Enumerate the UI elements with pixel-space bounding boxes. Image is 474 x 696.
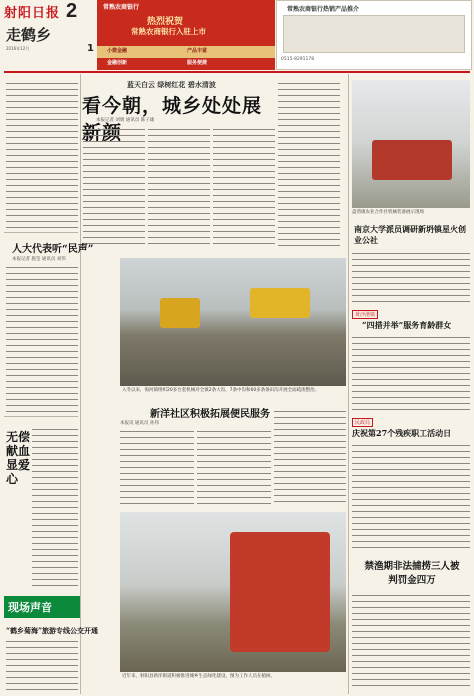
left-rule-2 (4, 416, 78, 417)
left-text-mid (6, 264, 78, 414)
ad-subline: 常熟农商银行入驻上市 (131, 27, 206, 36)
masthead-rule (4, 71, 470, 73)
excavator-shape-2 (250, 288, 310, 318)
left-text-top (6, 80, 78, 230)
photo2-caption: 近年来，射阳县新洋街道积极推进城乡生态绿化建设，图为工作人员在植树。 (122, 674, 275, 679)
ad-bank-name: 常熟农商银行 (103, 4, 140, 11)
issue-day: 1 (87, 43, 94, 54)
left-col-divider (80, 74, 81, 694)
right-heading-2: “四措并举”服务育龄群女 (362, 320, 452, 330)
center-text-col3 (274, 408, 346, 508)
live-voice-banner: 现场声音 (4, 596, 80, 618)
center-text-col1 (120, 428, 194, 508)
main-kicker: 蓝天白云 绿树红花 碧水清波 (127, 80, 216, 89)
center-text-col2 (197, 428, 271, 508)
excavator-shape-1 (160, 298, 200, 328)
main-headline: 看今朝，城乡处处展 (82, 95, 263, 117)
tag-civil-affairs: 民政局 (352, 418, 373, 427)
right-text-2 (352, 334, 470, 414)
right-heading-1: 南京大学派员调研新坍镇星火创业公社 (354, 224, 466, 245)
right-photo-caption: 盘湾镇农业合作社机械装备展示现场 (352, 210, 424, 215)
ad-headline: 热烈祝贺 (147, 17, 184, 27)
right-text-4 (352, 592, 470, 692)
ad-product-table (283, 15, 465, 53)
ad-phone: 0515-8291178 (281, 57, 315, 62)
left-rule-1 (4, 232, 78, 233)
center-heading: 新洋社区积极拓展便民服务 (150, 409, 270, 420)
left-byline-1: 本报记者 施莹 通讯员 刘伟 (12, 257, 66, 262)
main-byline: 本报记者 刘婧 通讯员 陈子雄 (96, 118, 155, 123)
ad-slogan-4: 服务便捷 (187, 60, 208, 66)
tree-planting-photo (120, 512, 346, 672)
issue-date: 2016年12月 (6, 46, 30, 51)
left-heading-3: “鹤乡菊海”旅游专线公交开通 (6, 626, 99, 635)
page-number: 2 (66, 0, 78, 22)
bank-advertisement (97, 0, 275, 70)
left-text-blood (32, 426, 78, 590)
section-name: 走鹤乡 (6, 26, 52, 44)
crane-truck-shape (230, 532, 330, 652)
machinery-shape (372, 140, 452, 180)
ad-slogan-1: 小微金融 (107, 48, 128, 54)
right-text-3 (352, 442, 470, 552)
right-heading-3: 庆祝第27个残疾职工活动日 (352, 428, 452, 438)
main-text-col2 (148, 126, 210, 250)
left-heading-2: 无偿献血显爱心 (6, 430, 31, 486)
masthead-logo: 射阳日报 (4, 6, 61, 21)
excavation-photo (120, 258, 346, 386)
masthead-meta (6, 43, 94, 54)
right-heading-4: 禁渔期非法捕捞三人被判罚金四万 (364, 561, 460, 586)
ad-right-title: 常熟农商银行热销产品推介 (287, 6, 360, 13)
ad-product-panel (276, 0, 472, 70)
main-text-col4 (278, 80, 340, 250)
tag-huangshagang: 黄沙港镇 (352, 310, 378, 319)
left-heading-1: 人大代表听“民声” (12, 244, 94, 255)
machinery-photo (352, 80, 470, 208)
right-text-1 (352, 250, 470, 306)
left-text-bus (6, 638, 78, 692)
center-byline: 本报讯 通讯员 孙伟 (120, 421, 159, 426)
ad-slogan-3: 金融创新 (107, 60, 128, 66)
photo1-caption: 入冬以来，海河镇组织20多台套机械对全镇2条大沟、7条中沟和60多条条田沟开展全面疏浚整治。 (122, 388, 320, 393)
right-col-divider (348, 74, 349, 694)
ad-slogan-2: 产品丰富 (187, 48, 208, 54)
main-text-col3 (213, 126, 275, 250)
main-text-col1 (83, 126, 145, 250)
